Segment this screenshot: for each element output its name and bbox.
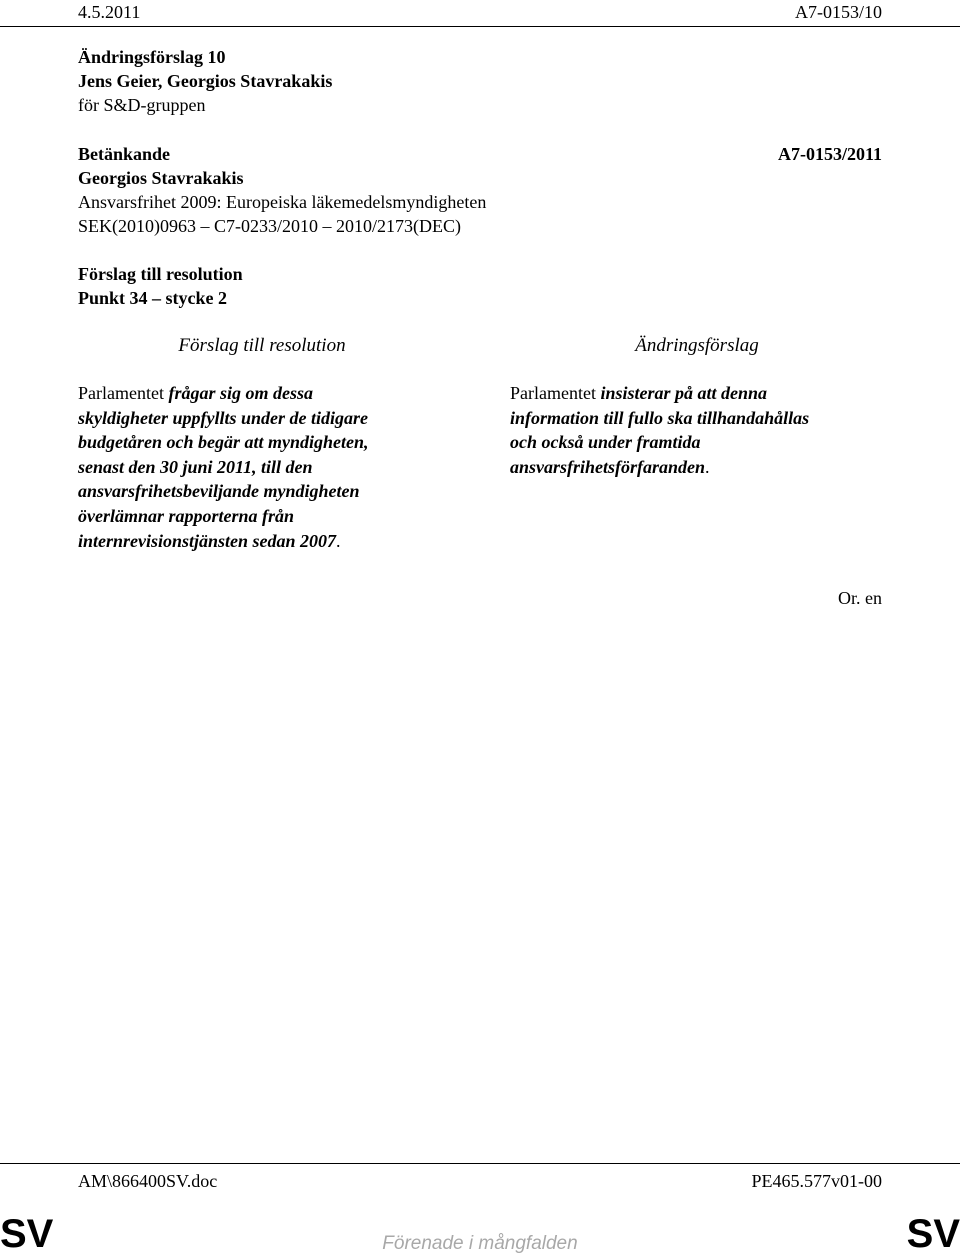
footer-motto: Förenade i mångfalden — [382, 1233, 578, 1254]
header-date: 4.5.2011 — [78, 2, 141, 22]
report-number: A7-0153/2011 — [777, 144, 882, 164]
left-line: ansvarsfrihetsbeviljande myndigheten — [78, 481, 360, 502]
left-end: . — [336, 530, 341, 551]
left-line: frågar sig om dessa — [168, 383, 313, 403]
left-line: internrevisionstjänsten sedan 2007 — [78, 530, 337, 551]
left-column-text — [78, 381, 458, 553]
motion-point: Punkt 34 – stycke 2 — [78, 288, 228, 308]
right-line: insisterar på att denna — [600, 383, 768, 403]
right-column-text — [510, 381, 900, 479]
footer-pe-number: PE465.577v01-00 — [751, 1171, 882, 1191]
report-label: Betänkande — [78, 144, 171, 164]
right-plain: Parlamentet — [510, 383, 601, 403]
report-rapporteur: Georgios Stavrakakis — [78, 168, 244, 188]
right-end: . — [705, 456, 710, 477]
left-line: budgetåren och begär att myndigheten, — [78, 432, 369, 453]
header-rule — [0, 26, 960, 27]
right-column-heading: Ändringsförslag — [635, 335, 759, 356]
report-subject: Ansvarsfrihet 2009: Europeiska läkemedelsmyndigheten — [78, 192, 487, 212]
footer-language-left: SV — [0, 1212, 54, 1256]
right-line: information till fullo ska tillhandahållas — [510, 407, 810, 428]
amendment-authors: Jens Geier, Georgios Stavrakakis — [78, 71, 333, 91]
left-plain: Parlamentet — [78, 383, 169, 403]
footer-rule — [0, 1163, 960, 1164]
footer-language-right: SV — [906, 1212, 960, 1256]
original-language: Or. en — [838, 588, 882, 608]
left-line: skyldigheter uppfyllts under de tidigare — [78, 407, 368, 428]
header-reference: A7-0153/10 — [795, 2, 882, 22]
motion-label: Förslag till resolution — [78, 264, 243, 284]
footer-document-id: AM\866400SV.doc — [78, 1171, 218, 1191]
right-line: och också under framtida — [510, 432, 701, 453]
report-procedure-refs: SEK(2010)0963 – C7-0233/2010 – 2010/2173(DEC) — [78, 216, 461, 236]
left-column-heading: Förslag till resolution — [178, 335, 346, 356]
amendment-title: Ändringsförslag 10 — [78, 47, 226, 67]
left-line: överlämnar rapporterna från — [78, 505, 295, 526]
right-line: ansvarsfrihetsförfaranden — [510, 456, 706, 477]
left-line: senast den 30 juni 2011, till den — [78, 456, 313, 477]
amendment-group: för S&D-gruppen — [78, 95, 206, 115]
